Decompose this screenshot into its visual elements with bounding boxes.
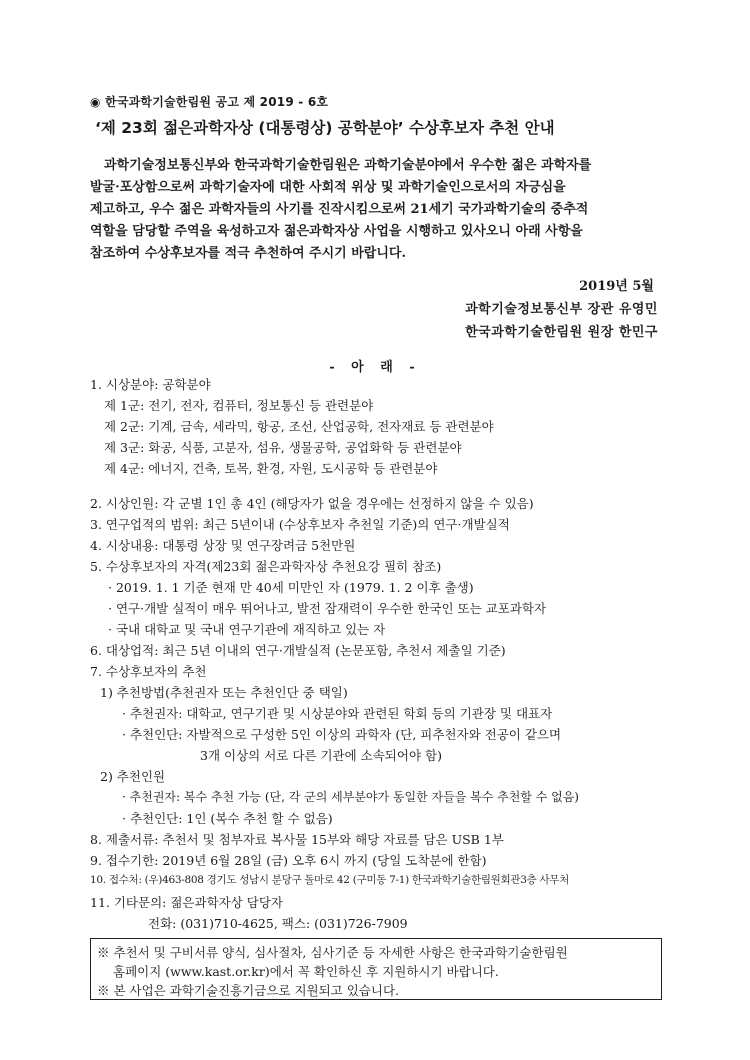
list-item: · 추천인단: 자발적으로 구성한 5인 이상의 과학자 (단, 피추천자와 전공이 같으며 (122, 727, 562, 742)
intro-line: 제고하고, 우수 젊은 과학자들의 사기를 진작시킴으로써 21세기 국가과학기술의 중추적 (90, 202, 589, 217)
intro-line: 과학기술정보통신부와 한국과학기술한림원은 과학기술분야에서 우수한 젊은 과학자를 (104, 158, 592, 173)
list-item: 3. 연구업적의 범위: 최근 5년이내 (수상후보자 추천일 기준)의 연구·개발실적 (90, 517, 510, 532)
list-item: · 연구·개발 실적이 매우 뛰어나고, 발전 잠재력이 우수한 한국인 또는 교포과학자 (108, 601, 547, 616)
list-item: 1) 추천방법(추천권자 또는 추천인단 중 택일) (100, 685, 348, 700)
notice-note: ※ 추천서 및 구비서류 양식, 심사절차, 심사기준 등 자세한 사항은 한국과학기술한림원 (97, 945, 568, 960)
signature-academy: 한국과학기술한림원 원장 한민구 (465, 325, 658, 340)
list-item: 8. 제출서류: 추천서 및 첨부자료 복사물 15부와 해당 자료를 담은 USB 1부 (90, 832, 504, 847)
list-item: 전화: (031)710-4625, 팩스: (031)726-7909 (148, 916, 408, 931)
list-item: · 추천권자: 복수 추천 가능 (단, 각 군의 세부분야가 동일한 자들을 복수 추천할 수 없음) (122, 790, 579, 804)
list-item: 4. 시상내용: 대통령 상장 및 연구장려금 5천만원 (90, 538, 356, 553)
list-item: 제 4군: 에너지, 건축, 토목, 환경, 자원, 도시공학 등 관련분야 (104, 461, 438, 476)
list-item: 2. 시상인원: 각 군별 1인 총 4인 (해당자가 없을 경우에는 선정하지 않을 수 있음) (90, 496, 534, 511)
document-title: ‘제 23회 젊은과학자상 (대통령상) 공학분야’ 수상후보자 추천 안내 (95, 119, 555, 137)
list-item: 6. 대상업적: 최근 5년 이내의 연구·개발실적 (논문포함, 추천서 제출일 기준) (90, 643, 506, 658)
list-item: 2) 추천인원 (100, 769, 166, 784)
list-item: 제 3군: 화공, 식품, 고분자, 섬유, 생물공학, 공업화학 등 관련분야 (104, 440, 462, 455)
list-item: 3개 이상의 서로 다른 기관에 소속되어야 함) (200, 748, 442, 763)
issue-date: 2019년 5월 (579, 279, 654, 294)
list-item: 9. 접수기한: 2019년 6월 28일 (금) 오후 6시 까지 (당일 도착분에 한함) (90, 853, 487, 868)
list-item: · 추천인단: 1인 (복수 추천 할 수 없음) (122, 811, 333, 826)
list-item: · 2019. 1. 1 기준 현재 만 40세 미만인 자 (1979. 1. 2 이후 출생) (108, 580, 474, 595)
section-divider-ara: - 아 래 - (329, 360, 421, 375)
notice-note: 홈페이지 (www.kast.or.kr)에서 꼭 확인하신 후 지원하시기 바랍니다. (113, 964, 499, 979)
notice-number: ◉ 한국과학기술한림원 공고 제 2019 - 6호 (90, 95, 329, 109)
list-item: · 국내 대학교 및 국내 연구기관에 재직하고 있는 자 (108, 622, 386, 637)
signature-ministry: 과학기술정보통신부 장관 유영민 (465, 302, 658, 317)
list-item: 5. 수상후보자의 자격(제23회 젊은과학자상 추천요강 필히 참조) (90, 559, 442, 574)
list-item: 제 1군: 전기, 전자, 컴퓨터, 정보통신 등 관련분야 (104, 398, 374, 413)
notice-note: ※ 본 사업은 과학기술진흥기금으로 지원되고 있습니다. (97, 983, 399, 998)
list-item: 11. 기타문의: 젊은과학자상 담당자 (90, 895, 283, 910)
intro-line: 발굴·포상함으로써 과학기술자에 대한 사회적 위상 및 과학기술인으로서의 자긍심을 (90, 180, 566, 195)
list-item: 1. 시상분야: 공학분야 (90, 377, 211, 392)
intro-line: 참조하여 수상후보자를 적극 추천하여 주시기 바랍니다. (90, 246, 406, 261)
list-item: · 추천권자: 대학교, 연구기관 및 시상분야와 관련된 학회 등의 기관장 및 대표자 (122, 706, 553, 721)
intro-line: 역할을 담당할 주역을 육성하고자 젊은과학자상 사업을 시행하고 있사오니 아래 사항을 (90, 224, 583, 239)
intro-paragraph (90, 155, 660, 265)
list-item: 7. 수상후보자의 추천 (90, 664, 207, 679)
list-item: 10. 접수처: (우)463-808 경기도 성남시 분당구 돌마로 42 (구미동 7-1) 한국과학기술한림원회관3층 사무처 (90, 874, 569, 886)
list-item: 제 2군: 기계, 금속, 세라믹, 항공, 조선, 산업공학, 전자재료 등 관련분야 (104, 419, 494, 434)
notice-box (90, 938, 662, 1000)
